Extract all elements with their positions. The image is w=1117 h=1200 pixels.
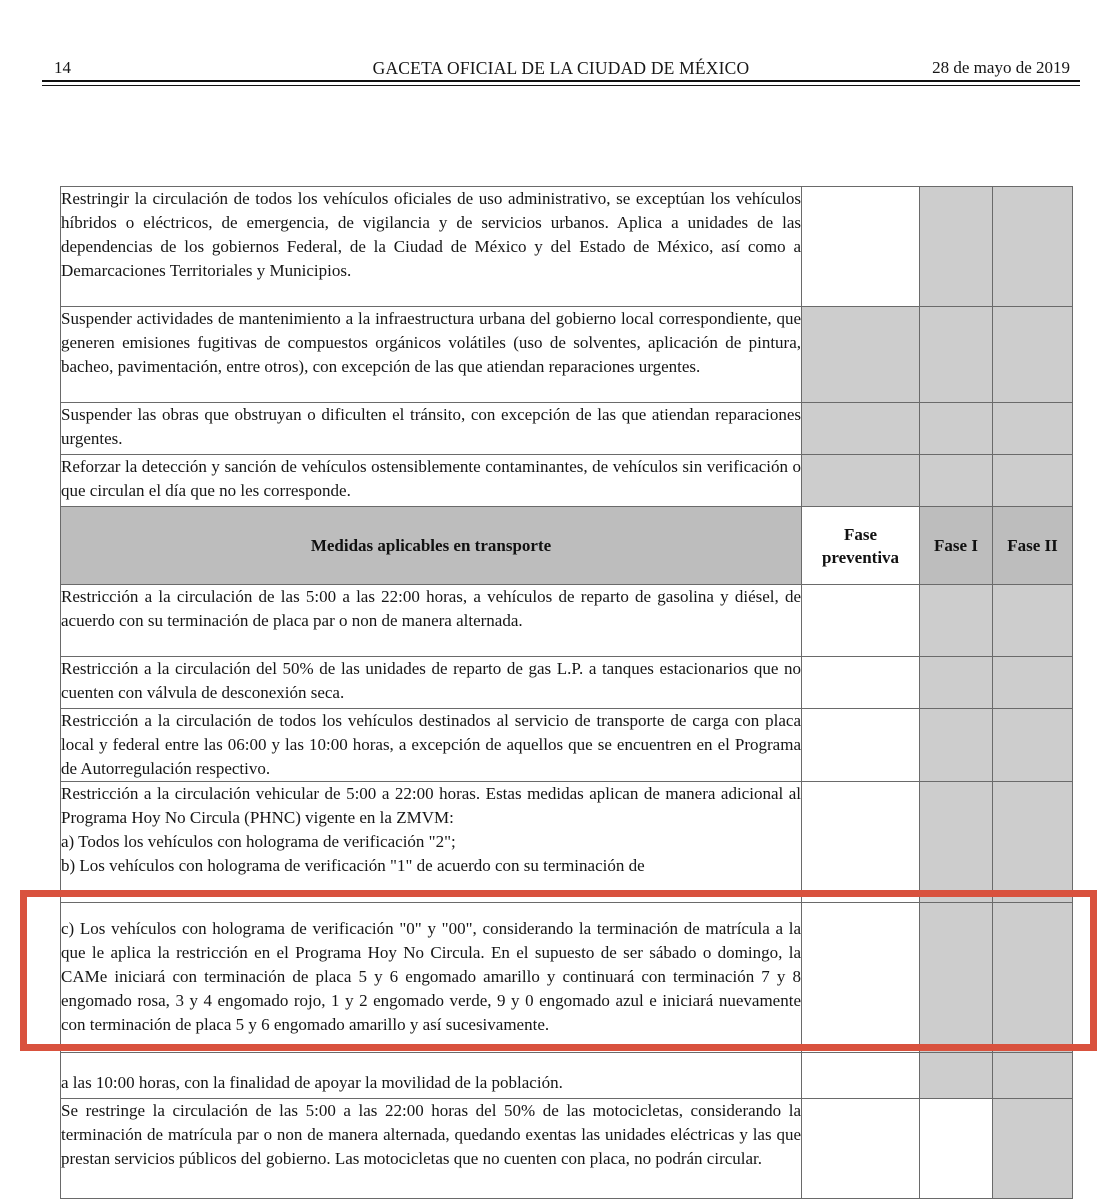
fase-i-cell [920, 1099, 993, 1199]
fase-preventiva-cell [802, 903, 920, 1053]
fase-preventiva-cell [802, 1053, 920, 1099]
table-row [61, 307, 1073, 403]
measure-subitem-b: b) Los vehículos con holograma de verificación "1" de acuerdo con su terminación de [61, 856, 645, 875]
fase-i-cell [920, 782, 993, 903]
fase-i-cell [920, 403, 993, 455]
measure-text: Restringir la circulación de todos los vehículos oficiales de uso administrativo, se exceptúan los vehículos híbridos o eléctricos, de emergencia, de vigilancia y de servicios urbanos. Aplica a unidades de las dependencias de los gobiernos Federal, de la Ciudad de México y del Estado de México, así como a Demarcaciones Territoriales y Municipios. [61, 187, 802, 307]
page-header [42, 56, 1080, 80]
measure-text: c) Los vehículos con holograma de verificación "0" y "00", considerando la terminación de matrícula a la que le aplica la restricción en el Programa Hoy No Circula. En el supuesto de ser sábado o domingo, la CAMe iniciará con terminación de placa 5 y 6 engomado amarillo y continuará con terminación 7 y 8 engomado rosa, 3 y 4 engomado rojo, 1 y 2 engomado verde, 9 y 0 engomado azul e iniciará nuevamente con terminación de placa 5 y 6 engomado amarillo y así sucesivamente. [61, 903, 802, 1053]
fase-ii-cell [993, 1053, 1073, 1099]
table-row-highlighted [61, 903, 1073, 1053]
measure-text: Se restringe la circulación de las 5:00 a las 22:00 horas del 50% de las motocicletas, considerando la terminación de matrícula par o non de manera alternada, quedando exentas las unidades eléctricas y las que prestan servicios públicos del gobierno. Las motocicletas que no cuenten con placa, no podrán circular. [61, 1099, 802, 1199]
section-header-row [61, 507, 1073, 585]
section-title: Medidas aplicables en transporte [61, 507, 802, 585]
fase-preventiva-cell [802, 307, 920, 403]
table-row [61, 455, 1073, 507]
fase-ii-cell [993, 187, 1073, 307]
measure-text: Restricción a la circulación de todos los vehículos destinados al servicio de transporte de carga con placa local y federal entre las 06:00 y las 10:00 horas, a excepción de aquellos que se encuentren en el Programa de Autorregulación respectivo. [61, 709, 802, 782]
fase-ii-cell [993, 1099, 1073, 1199]
measure-text: Reforzar la detección y sanción de vehículos ostensiblemente contaminantes, de vehículos sin verificación o que circulan el día que no les corresponde. [61, 455, 802, 507]
publication-title: GACETA OFICIAL DE LA CIUDAD DE MÉXICO [372, 58, 750, 78]
measure-text-group [61, 782, 802, 903]
fase-i-cell [920, 455, 993, 507]
fase-i-cell [920, 585, 993, 657]
table-row [61, 585, 1073, 657]
fase-ii-cell [993, 657, 1073, 709]
table-row [61, 657, 1073, 709]
table-row [61, 1053, 1073, 1099]
fase-i-cell [920, 903, 993, 1053]
fase-ii-cell [993, 403, 1073, 455]
fase-i-cell [920, 307, 993, 403]
measure-text: Suspender actividades de mantenimiento a la infraestructura urbana del gobierno local correspondiente, que generen emisiones fugitivas de compuestos orgánicos volátiles (uso de solventes, aplicación de pintura, bacheo, pavimentación, entre otros), con excepción de las que atiendan reparaciones urgentes. [61, 307, 802, 403]
fase-ii-cell [993, 455, 1073, 507]
col-header-fase-i: Fase I [920, 507, 993, 585]
fase-i-cell [920, 1053, 993, 1099]
fase-ii-cell [993, 782, 1073, 903]
fase-ii-cell [993, 903, 1073, 1053]
col-header-fase-ii: Fase II [993, 507, 1073, 585]
fase-i-cell [920, 657, 993, 709]
col-header-fase-preventiva: Fase preventiva [802, 507, 920, 585]
measure-text: Restricción a la circulación de las 5:00 a las 22:00 horas, a vehículos de reparto de gasolina y diésel, de acuerdo con su terminación de placa par o non de manera alternada. [61, 585, 802, 657]
table-row [61, 187, 1073, 307]
measures-table [60, 186, 1073, 1199]
fase-i-cell [920, 187, 993, 307]
table-row [61, 782, 1073, 903]
measure-text: a las 10:00 horas, con la finalidad de apoyar la movilidad de la población. [61, 1053, 802, 1099]
fase-preventiva-cell [802, 782, 920, 903]
header-rule-thin [42, 85, 1080, 86]
measure-subitem-a: a) Todos los vehículos con holograma de verificación "2"; [61, 832, 456, 851]
fase-preventiva-cell [802, 403, 920, 455]
fase-preventiva-cell [802, 455, 920, 507]
table-row [61, 1099, 1073, 1199]
fase-preventiva-cell [802, 585, 920, 657]
page-number: 14 [54, 58, 71, 77]
measure-text: Suspender las obras que obstruyan o dificulten el tránsito, con excepción de las que atiendan reparaciones urgentes. [61, 403, 802, 455]
header-rule-thick [42, 80, 1080, 82]
publication-date: 28 de mayo de 2019 [932, 58, 1070, 77]
fase-preventiva-cell [802, 657, 920, 709]
fase-ii-cell [993, 307, 1073, 403]
fase-ii-cell [993, 585, 1073, 657]
measure-text: Restricción a la circulación vehicular de 5:00 a 22:00 horas. Estas medidas aplican de manera adicional al Programa Hoy No Circula (PHNC) vigente en la ZMVM: [61, 784, 801, 827]
table-row [61, 403, 1073, 455]
table-row [61, 709, 1073, 782]
fase-ii-cell [993, 709, 1073, 782]
fase-preventiva-cell [802, 187, 920, 307]
measure-subitem-b-clipped [61, 854, 801, 902]
fase-preventiva-cell [802, 709, 920, 782]
fase-preventiva-cell [802, 1099, 920, 1199]
measure-text: Restricción a la circulación del 50% de las unidades de reparto de gas L.P. a tanques estacionarios que no cuenten con válvula de desconexión seca. [61, 657, 802, 709]
fase-i-cell [920, 709, 993, 782]
